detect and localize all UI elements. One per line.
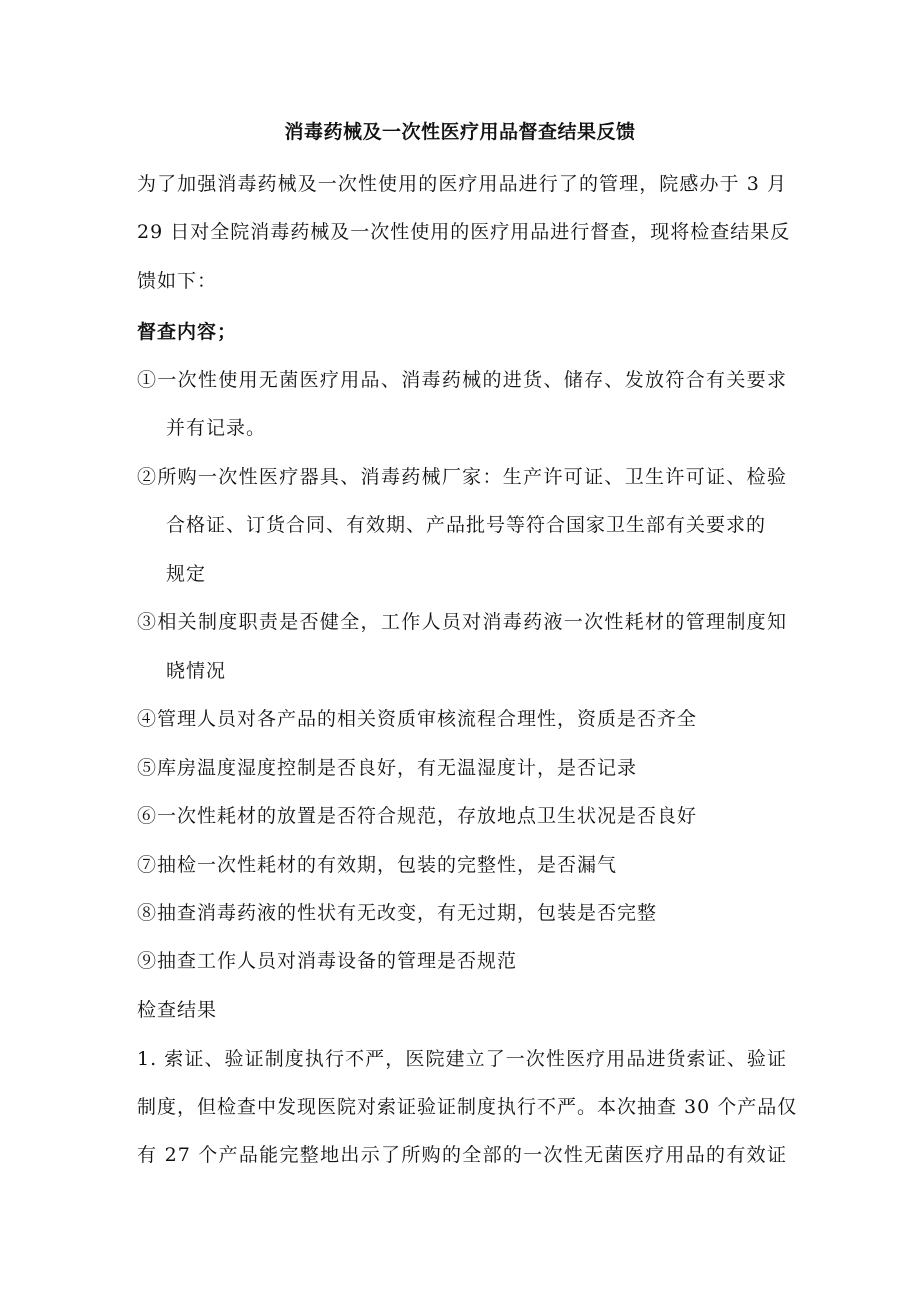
item-3-line-2: 晓情况 <box>166 660 227 682</box>
item-5: ⑤库房温度湿度控制是否良好，有无温湿度计，是否记录 <box>137 757 638 779</box>
intro-line-3: 馈如下： <box>137 270 218 292</box>
results-line-2: 制度，但检查中发现医院对索证验证制度执行不严。本次抽查 30 个产品仅 <box>137 1096 798 1118</box>
item-2-line-1: ②所购一次性医疗器具、消毒药械厂家：生产许可证、卫生许可证、检验 <box>137 466 787 488</box>
item-2-line-3: 规定 <box>166 563 207 585</box>
results-line-3: 有 27 个产品能完整地出示了所购的全部的一次性无菌医疗用品的有效证 <box>137 1144 787 1166</box>
results-line-1: 1. 索证、验证制度执行不严，医院建立了一次性医疗用品进货索证、验证 <box>137 1048 787 1070</box>
item-7: ⑦抽检一次性耗材的有效期，包装的完整性，是否漏气 <box>137 854 618 876</box>
item-2-line-2: 合格证、订货合同、有效期、产品批号等符合国家卫生部有关要求的 <box>166 514 767 536</box>
item-1-line-2: 并有记录。 <box>166 417 267 439</box>
intro-line-1: 为了加强消毒药械及一次性使用的医疗用品进行了的管理，院感办于 3 月 <box>137 173 787 195</box>
item-1-line-1: ①一次性使用无菌医疗用品、消毒药械的进货、储存、发放符合有关要求 <box>137 369 787 391</box>
content-heading: 督查内容； <box>137 321 238 343</box>
item-3-line-1: ③相关制度职责是否健全，工作人员对消毒药液一次性耗材的管理制度知 <box>137 611 787 633</box>
item-4: ④管理人员对各产品的相关资质审核流程合理性，资质是否齐全 <box>137 708 698 730</box>
intro-line-2: 29 日对全院消毒药械及一次性使用的医疗用品进行督查，现将检查结果反 <box>137 221 791 243</box>
document-title: 消毒药械及一次性医疗用品督查结果反馈 <box>284 121 636 143</box>
item-6: ⑥一次性耗材的放置是否符合规范，存放地点卫生状况是否良好 <box>137 805 698 827</box>
item-9: ⑨抽查工作人员对消毒设备的管理是否规范 <box>137 950 518 972</box>
results-heading: 检查结果 <box>137 999 218 1021</box>
item-8: ⑧抽查消毒药液的性状有无改变，有无过期，包装是否完整 <box>137 902 658 924</box>
